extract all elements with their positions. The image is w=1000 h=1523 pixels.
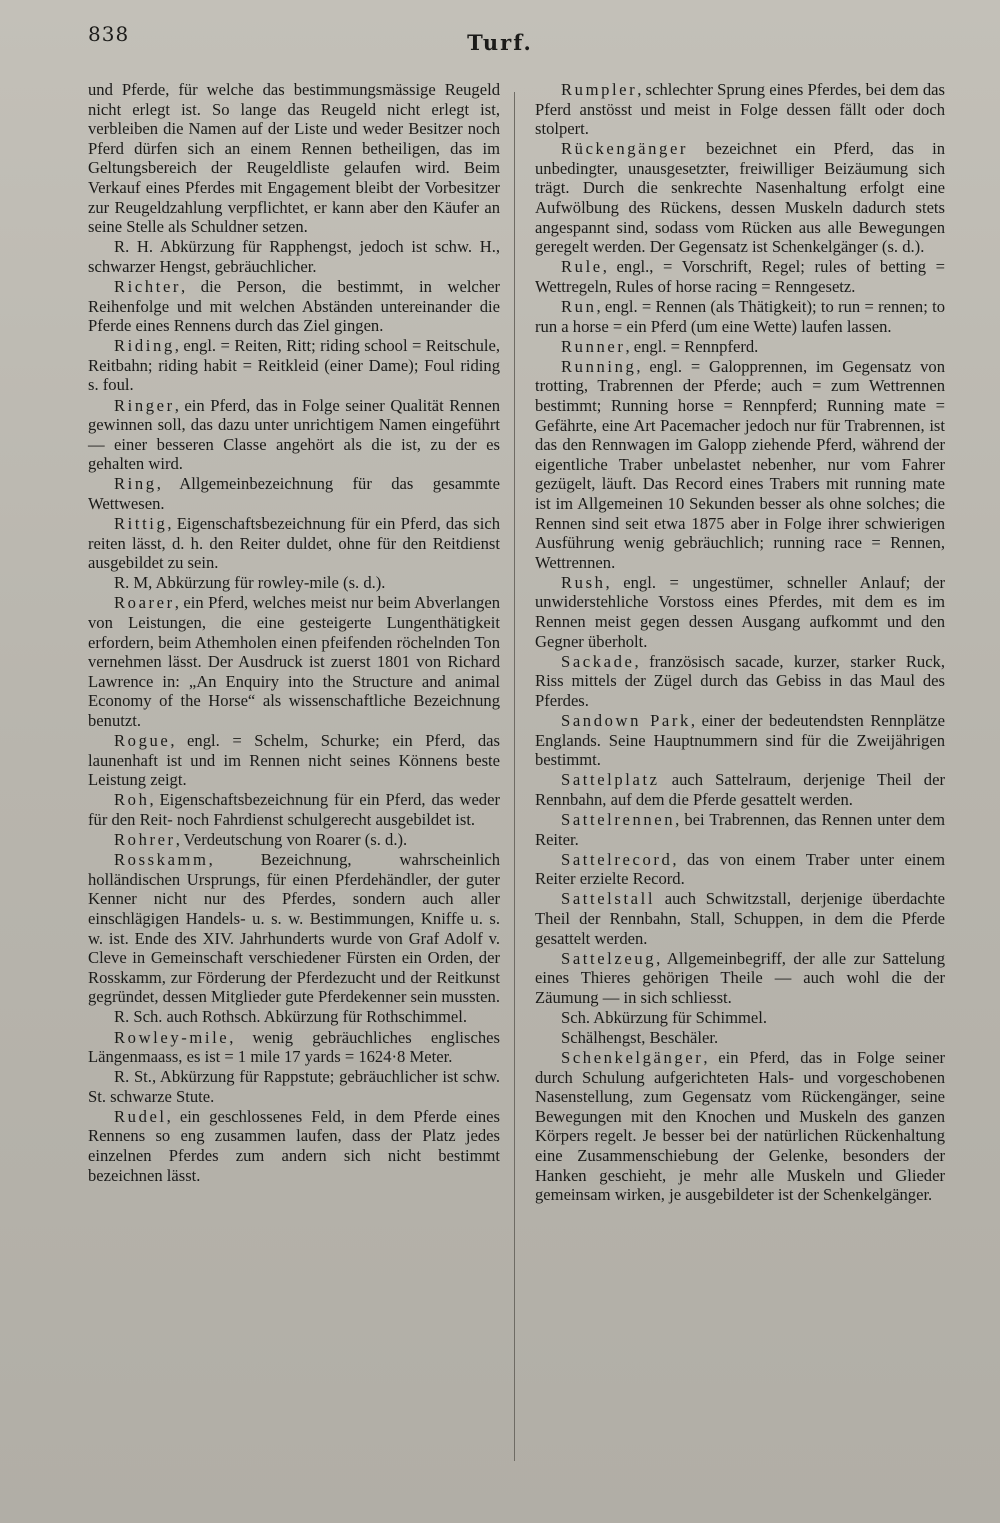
dictionary-entry [88, 790, 500, 829]
dictionary-entry [535, 257, 945, 296]
dictionary-entry [88, 336, 500, 395]
entry-headword: Rowley-mile [114, 1027, 230, 1047]
entry-text: , engl. = Schelm, Schurke; ein Pferd, das launenhaft ist und im Rennen nicht seines Könnens beste Leistung zeigt. [88, 731, 500, 790]
entry-text: R. M, Abkürzung für rowley-mile (s. d.). [114, 573, 386, 593]
entry-text: , wenig gebräuchliches englisches Längenmaass, es ist = 1 mile 17 yards = 1624·8 Meter. [88, 1027, 500, 1067]
entry-headword: Riding [114, 336, 175, 356]
dictionary-entry [88, 237, 500, 276]
entry-headword: Rush [561, 572, 606, 592]
entry-text: , französisch sacade, kurzer, starker Ruck, Riss mittels der Zügel durch das Gebiss in das Maul des Pferdes. [535, 651, 945, 710]
dictionary-entry [88, 830, 500, 850]
dictionary-entry [535, 573, 945, 651]
entry-text: , ein Pferd, das in Folge seiner Qualität Rennen gewinnen soll, das dazu unter unrichtigem Namen eingeführt — einer besseren Classe angehört als die ist, zu der es gehalten wird. [88, 395, 500, 474]
entry-headword: Sackade [561, 651, 635, 671]
entry-headword: Sandown Park [561, 711, 691, 730]
entry-headword: Rohrer [114, 830, 176, 850]
dictionary-entry [88, 850, 500, 1007]
entry-headword: Runner [561, 336, 626, 356]
entry-text: , einer der bedeutendsten Rennplätze Englands. Seine Hauptnummern sind für die Zweijährigen bestimmt. [535, 711, 946, 770]
dictionary-entry [535, 1028, 945, 1048]
dictionary-entry [535, 357, 945, 573]
entry-headword: Sattelzeug [561, 948, 657, 968]
dictionary-entry [88, 80, 500, 237]
entry-text: , ein Pferd, das in Folge seiner durch Schulung aufgerichteten Hals- und vorgeschobenen Nasenstellung, zum Gegensatz vom Rückengänger, seine Bewegungen mit den Knochen und Muskeln des ganzen Körpers regelt. Je besser bei der natürlichen Rückenhaltung eine Zusammenschiebung der Gelenke, besonders der Hanken geschieht, je mehr alle Muskeln und Glieder gemeinsam wirken, je ausgebildeter ist der Schenkelgänger. [535, 1048, 945, 1205]
dictionary-entry [535, 850, 945, 889]
entry-headword: Run [561, 297, 597, 317]
entry-text: , Eigenschaftsbezeichnung für ein Pferd, das sich reiten lässt, d. h. den Reiter duldet, ohne für den Reitdienst ausgebildet zu sein. [88, 514, 500, 573]
dictionary-entry [535, 1048, 945, 1205]
entry-headword: Sattelrecord [561, 849, 673, 869]
entry-headword: Sattelstall [561, 889, 656, 909]
entry-headword: Schenkelgänger [561, 1048, 704, 1068]
dictionary-entry [535, 949, 945, 1008]
entry-text: , ein geschlossenes Feld, in dem Pferde eines Rennens so eng zusammen laufen, dass der Platz jedes einzelnen Pferdes zum andern sich nicht bestimmt bezeichnen lässt. [88, 1106, 500, 1185]
entry-text: R. Sch. auch Rothsch. Abkürzung für Rothschimmel. [114, 1007, 468, 1027]
dictionary-entry [88, 573, 500, 593]
dictionary-entry [535, 297, 945, 336]
entry-text: auch Schwitzstall, derjenige überdachte Theil der Rennbahn, Stall, Schuppen, in dem die Pferde gesattelt werden. [535, 889, 945, 948]
entry-headword: Ring [114, 474, 157, 494]
entry-text: , die Person, die bestimmt, in welcher Reihenfolge und mit welchen Abständen untereinander die Pferde eines Rennens durch das Ziel gingen. [88, 276, 500, 336]
dictionary-entry [88, 593, 500, 730]
entry-text: , engl. = Rennpferd. [625, 336, 759, 356]
entry-text: , engl., = Vorschrift, Regel; rules of betting = Wettregeln, Rules of horse racing = Renngesetz. [535, 257, 945, 296]
entry-text: , engl. = Reiten, Ritt; riding school = Reitschule, Reitbahn; riding habit = Reitkleid (einer Dame); Foul riding s. foul. [88, 336, 500, 395]
dictionary-entry [88, 1028, 500, 1067]
dictionary-entry [535, 80, 945, 139]
entry-text: , engl. = Rennen (als Thätigkeit); to run = rennen; to run a horse = ein Pferd (um eine Wette) laufen lassen. [535, 297, 945, 336]
dictionary-entry [535, 1008, 945, 1028]
entry-text: , Bezeichnung, wahrscheinlich holländischen Ursprungs, für einen Pferdehändler, der guter Kenner nicht nur des Pferdes, sondern auch aller einschlägigen Handels- u. s. w. Bestimmungen, Kniffe u. s. w. ist. Ende des XIV. Jahrhunderts wurde von Graf Adolf v. Cleve in Gemeinschaft verschiedener Fürsten ein Orden, der Rosskamm, zur Förderung der Pferdezucht und der Reitkunst gegründet, dessen Mitglieder gute Pferdekenner sein mussten. [88, 850, 500, 1007]
entry-headword: Rumpler [561, 80, 638, 99]
entry-headword: Roh [114, 790, 150, 810]
dictionary-entry [88, 731, 500, 790]
dictionary-entry [88, 474, 500, 513]
dictionary-entry [88, 1107, 500, 1185]
dictionary-entry [535, 889, 945, 948]
dictionary-entry [88, 1007, 500, 1027]
dictionary-entry [535, 652, 945, 711]
entry-text: , Allgemeinbegriff, der alle zur Sattelung eines Thieres gehörigen Theile — auch wohl die der Zäumung — in sich schliesst. [535, 948, 945, 1007]
dictionary-entry [535, 810, 945, 849]
dictionary-entry [535, 337, 945, 357]
dictionary-entry [88, 396, 500, 474]
entry-headword: Rogue [114, 731, 171, 751]
entry-headword: Rittig [114, 514, 168, 534]
entry-text: , engl. = ungestümer, schneller Anlauf; der unwiderstehliche Vorstoss eines Pferdes, mit dem es im Rennen meist gegen dessen Ausgang aufkommt und den Gegner überholt. [535, 572, 945, 651]
entry-headword: Running [561, 356, 637, 376]
entry-text: Schälhengst, Beschäler. [561, 1028, 719, 1047]
entry-text: R. St., Abkürzung für Rappstute; gebräuchlicher ist schw. St. schwarze Stute. [88, 1067, 500, 1106]
dictionary-entry [88, 1067, 500, 1106]
entry-headword: Rosskamm [114, 850, 209, 870]
right-column [535, 80, 945, 1483]
entry-text: , schlechter Sprung eines Pferdes, bei dem das Pferd anstösst und meist in Folge dessen fällt oder doch stolpert. [535, 80, 945, 139]
dictionary-entry [88, 277, 500, 336]
entry-headword: Rule [561, 257, 603, 277]
entry-headword: Rückengänger [561, 139, 689, 159]
entry-headword: Ringer [114, 395, 175, 415]
entry-text: auch Sattelraum, derjenige Theil der Rennbahn, auf dem die Pferde gesattelt werden. [535, 770, 945, 809]
entry-text: , Verdeutschung von Roarer (s. d.). [175, 830, 408, 850]
entry-text: R. H. Abkürzung für Rapphengst, jedoch ist schw. H., schwarzer Hengst, gebräuchlicher. [88, 237, 500, 276]
running-head: Turf. [467, 30, 533, 55]
entry-headword: Roarer [114, 593, 175, 613]
entry-headword: Richter [114, 276, 182, 296]
dictionary-entry [535, 770, 945, 809]
dictionary-entry [535, 139, 945, 257]
entry-text: , bei Trabrennen, das Rennen unter dem Reiter. [535, 809, 945, 849]
entry-text: , engl. = Galopprennen, im Gegensatz von trotting, Trabrennen der Pferde; auch = zum Wettrennen bestimmt; Running horse = Rennpferd; Running mate = Gefährte, eine Art Pacemacher jedoch nur für Trabrennen, ist das den Rennwagen im Galopp ziehende Pferd, während der eigentliche Traber unbelastet nebenher, nur vom Fahrer gezügelt, läuft. Das Record eines Trabers mit running mate ist im Allgemeinen 10 Sekunden besser als ohne solches; die Rennen sind seit etwa 1875 aber in Folge ihrer schwierigen Ausführung wenig gebräuchlich; running race = Rennen, Wettrennen. [535, 356, 945, 572]
entry-headword: Sattelplatz [561, 770, 660, 790]
entry-text: bezeichnet ein Pferd, das in unbedingter, unausgesetzter, freiwilliger Beizäumung sich trägt. Durch die senkrechte Nasenhaltung erfolgt eine Aufwölbung des Rückens, dessen Muskeln dadurch stets angespannt sind, sodass vom Rücken aus alle Bewegungen geregelt werden. Der Gegensatz ist Schenkelgänger (s. d.). [535, 139, 945, 257]
entry-text: , Allgemeinbezeichnung für das gesammte Wettwesen. [88, 474, 500, 513]
column-divider [514, 92, 515, 1461]
entry-headword: Sattelrennen [561, 809, 676, 829]
entry-text: Sch. Abkürzung für Schimmel. [561, 1007, 768, 1027]
dictionary-entry [535, 711, 945, 770]
entry-text: , das von einem Traber unter einem Reiter erzielte Record. [535, 849, 945, 889]
dictionary-entry [88, 514, 500, 573]
entry-headword: Rudel [114, 1106, 167, 1126]
left-column [88, 80, 500, 1483]
page-number: 838 [88, 22, 130, 46]
entry-text: , ein Pferd, welches meist nur beim Abverlangen von Leistungen, die eine gesteigerte Lungenthätigkeit erfordern, beim Athemholen einen pfeifenden röchelnden Ton vernehmen lässt. Der Ausdruck ist zuerst 1801 von Richard Lawrence in: „An Enquiry into the Structure and animal Economy of the Horse“ als wissenschaftliche Bezeichnung benutzt. [88, 593, 500, 730]
entry-text: , Eigenschaftsbezeichnung für ein Pferd, das weder für den Reit- noch Fahrdienst schulgerecht ausgebildet ist. [88, 790, 500, 829]
entry-text: und Pferde, für welche das bestimmungsmässige Reugeld nicht erlegt ist. So lange das Reugeld nicht erlegt ist, verbleiben die Namen auf der Liste und weder Besitzer noch Pferd dürfen sich an einem Rennen betheiligen, das im Geltungsbereich der Reugeldliste gelaufen wird. Beim Verkauf eines Pferdes mit Engagement bleibt der Vorbesitzer zur Reugeldzahlung verpflichtet, er kann aber den Käufer an seine Stelle als Schuldner setzen. [88, 80, 500, 237]
